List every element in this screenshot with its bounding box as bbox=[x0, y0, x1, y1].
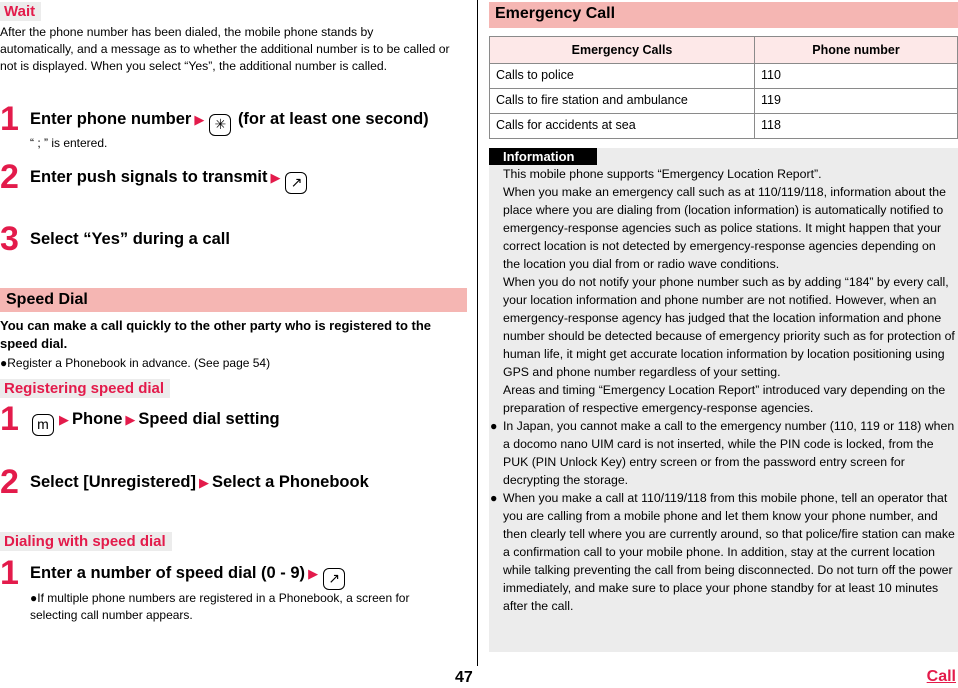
arrow-right-icon: ▶ bbox=[270, 170, 281, 185]
table-cell: Calls for accidents at sea bbox=[490, 114, 755, 139]
step-text: Select [Unregistered] ▶ Select a Phonebook bbox=[30, 473, 369, 491]
asterisk-key-icon: ✳ bbox=[209, 114, 231, 136]
column-divider bbox=[477, 0, 478, 666]
speed-dial-bullet: ●Register a Phonebook in advance. (See page 54) bbox=[0, 356, 271, 370]
step-number: 2 bbox=[0, 463, 19, 501]
table-cell: 110 bbox=[755, 64, 958, 89]
emergency-table bbox=[489, 36, 958, 139]
step-text: Enter phone number ▶ ✳ (for at least one second) bbox=[30, 109, 429, 136]
dialing-tag: Dialing with speed dial bbox=[0, 532, 172, 551]
wait-step-1-note: “ ; ” is entered. bbox=[30, 136, 108, 150]
table-row bbox=[490, 114, 958, 139]
info-bullet: ● In Japan, you cannot make a call to the emergency number (110, 119 or 118) when a docomo nano UIM card is not inserted, while the PIN code is locked, from the PUK (PIN Unlock Key) entry screen or from the password entry screen for decrypting the storage. bbox=[490, 419, 955, 487]
bullet-icon: ● bbox=[30, 591, 38, 605]
table-cell: 118 bbox=[755, 114, 958, 139]
bullet-icon: ● bbox=[490, 419, 498, 433]
step-text: Select “Yes” during a call bbox=[30, 230, 230, 248]
step-text: Enter a number of speed dial (0 - 9) ▶ ↗ bbox=[30, 563, 347, 590]
arrow-right-icon: ▶ bbox=[125, 412, 136, 427]
arrow-right-icon: ▶ bbox=[59, 412, 69, 427]
menu-key-icon: m bbox=[32, 414, 54, 436]
information-body bbox=[490, 165, 955, 615]
step-number: 1 bbox=[0, 100, 19, 138]
registering-tag: Registering speed dial bbox=[0, 379, 170, 398]
info-paragraph: When you do not notify your phone number such as by adding “184” by every call, your location information and phone number are not notified. However, when an emergency-response agency has judged that the location information and phone number should be detected because of emergency priority such as for protection of human life, it might get accurate location information by location positioning using GPS and phone number regardless of your setting. bbox=[503, 275, 955, 379]
table-header-cell: Emergency Calls bbox=[490, 37, 755, 64]
info-bullet: ● When you make a call at 110/119/118 from this mobile phone, tell an operator that you are calling from a mobile phone and let them know your phone number, and then clearly tell where you are currently around, so that police/fire station can make a confirmation call to your mobile phone. In addition, stay at the current location while talking preventing the call from being disconnected. Do not turn off the power immediately, and make sure to place your phone standby for at least 10 minutes after the call. bbox=[490, 491, 955, 613]
arrow-right-icon: ▶ bbox=[198, 475, 209, 490]
info-paragraph: When you make an emergency call such as at 110/119/118, information about the place where you are dialing from (location information) is automatically notified to emergency-response agencies such as police stations. It might happen that your correct location is not detected by emergency-response agencies depending on the location you dial from or radio wave conditions. bbox=[503, 185, 946, 271]
table-cell: Calls to police bbox=[490, 64, 755, 89]
information-tag: Information bbox=[489, 148, 597, 165]
emergency-call-header: Emergency Call bbox=[489, 2, 958, 28]
section-link[interactable]: Call bbox=[926, 668, 956, 685]
bullet-icon: ● bbox=[0, 356, 8, 370]
table-row bbox=[490, 89, 958, 114]
information-box bbox=[489, 148, 958, 652]
step-number: 1 bbox=[0, 400, 19, 438]
table-cell: Calls to fire station and ambulance bbox=[490, 89, 755, 114]
speed-dial-header: Speed Dial bbox=[0, 288, 467, 312]
page-number: 47 bbox=[455, 669, 473, 686]
wait-intro: After the phone number has been dialed, the mobile phone stands by automatically, and a message as to whether the additional number is to be called or not is displayed. When you select “Yes”, the additional number is called. bbox=[0, 25, 450, 73]
table-cell: 119 bbox=[755, 89, 958, 114]
bullet-icon: ● bbox=[490, 491, 498, 505]
table-header-cell: Phone number bbox=[755, 37, 958, 64]
table-header-row bbox=[490, 37, 958, 64]
arrow-right-icon: ▶ bbox=[308, 566, 319, 581]
step-text: Enter push signals to transmit ▶ ↗ bbox=[30, 167, 309, 194]
call-key-icon: ↗ bbox=[285, 172, 307, 194]
arrow-right-icon: ▶ bbox=[194, 112, 205, 127]
table-row bbox=[490, 64, 958, 89]
speed-dial-lead: You can make a call quickly to the other party who is registered to the speed dial. bbox=[0, 318, 432, 351]
step-number: 2 bbox=[0, 158, 19, 196]
dialing-step-1-note: ●If multiple phone numbers are registered in a Phonebook, a screen for selecting call number appears. bbox=[30, 591, 410, 622]
step-number: 1 bbox=[0, 554, 19, 592]
info-paragraph: This mobile phone supports “Emergency Location Report”. bbox=[503, 167, 822, 181]
wait-tag: Wait bbox=[0, 2, 41, 21]
info-paragraph: Areas and timing “Emergency Location Report” introduced vary depending on the preparation of respective emergency-response agencies. bbox=[503, 383, 946, 415]
call-key-icon: ↗ bbox=[323, 568, 345, 590]
step-number: 3 bbox=[0, 220, 19, 258]
step-text: m ▶ Phone ▶ Speed dial setting bbox=[30, 409, 280, 436]
